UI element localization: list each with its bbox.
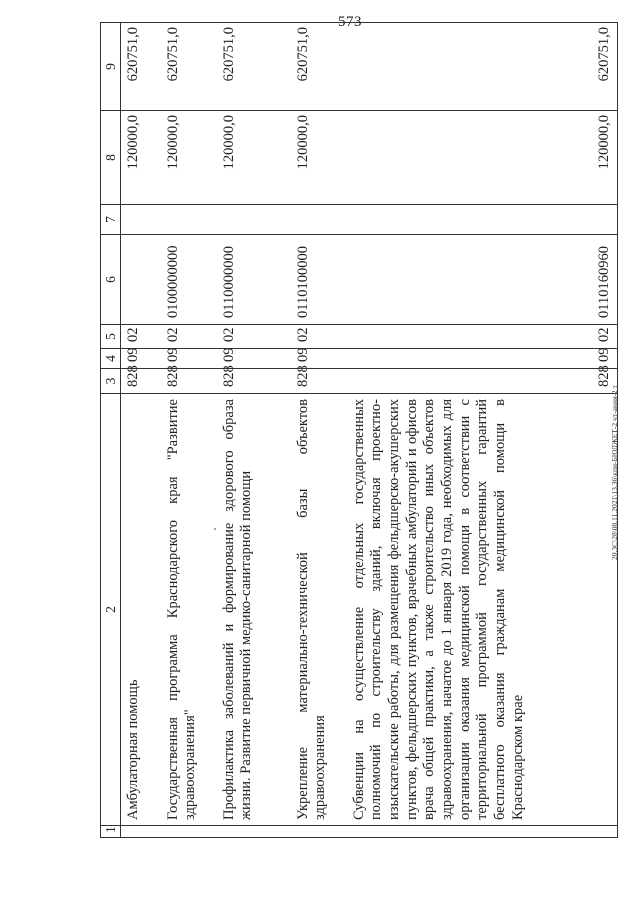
- cell-c5: 02: [291, 325, 347, 349]
- header-cell: 6: [101, 235, 121, 325]
- page-number: 573: [338, 14, 362, 30]
- cell-c3: 828: [291, 369, 347, 394]
- cell-c4: 09: [161, 349, 217, 369]
- footer-code: 20.3С\28\08.11.2021\13.36\кпи-БЮДЖЕТ-2 чт-ания-2 т: [610, 385, 619, 560]
- row-name: Государственная программа Краснодарского края "Развитие здравоохранения": [161, 394, 217, 826]
- header-cell: 9: [101, 23, 121, 111]
- cell-c7: [291, 205, 347, 235]
- budget-table: [100, 22, 618, 838]
- cell-c8: 120000,0: [121, 111, 161, 205]
- row-name: Амбулаторная помощь: [121, 394, 161, 826]
- cell-c4: 09: [347, 349, 618, 369]
- cell-c8: 120000,0: [217, 111, 291, 205]
- header-cell: 1: [101, 826, 121, 838]
- cell-c9: 620751,0: [347, 23, 618, 111]
- cell-c5: 02: [347, 325, 618, 349]
- cell-c7: [217, 205, 291, 235]
- header-cell: 7: [101, 205, 121, 235]
- row-name: Субвенции на осуществление отдельных государственных полномочий по строительству зданий, включая проектно-изыскательские работы, для размещения фельдшерско-акушерских пунктов, фельдшерских пунктов, врачебных амбулаторий и офисов врача общей практики, а также строительство иных объектов здравоохранения, начатое до 1 января 2019 года, необходимых для организации оказания медицинской помощи в соответствии с территориальной программой государственных гарантий бесплатного оказания гражданам медицинской помощи в Краснодарском крае: [347, 394, 618, 826]
- cell-c9: 620751,0: [291, 23, 347, 111]
- cell-c7: [121, 205, 161, 235]
- cell-c4: 09: [217, 349, 291, 369]
- cell-c9: 620751,0: [161, 23, 217, 111]
- cell-c8: 120000,0: [347, 111, 618, 205]
- cell-c8: 120000,0: [161, 111, 217, 205]
- cell-c9: 620751,0: [217, 23, 291, 111]
- row-number-cell: [121, 826, 161, 838]
- cell-c6: 0110000000: [217, 235, 291, 325]
- budget-table-rotated: [100, 27, 618, 838]
- header-cell: 2: [101, 394, 121, 826]
- cell-c7: [161, 205, 217, 235]
- table-row: [217, 23, 291, 838]
- cell-c7: [347, 205, 618, 235]
- cell-c6: 0110160960: [347, 235, 618, 325]
- row-name: Укрепление материально-технической базы объектов здравоохранения: [291, 394, 347, 826]
- table-row: [121, 23, 161, 838]
- cell-c3: 828: [347, 369, 618, 394]
- row-number-cell: [161, 826, 217, 838]
- cell-c3: 828: [217, 369, 291, 394]
- row-number-cell: [347, 826, 618, 838]
- row-number-cell: [291, 826, 347, 838]
- cell-c8: 120000,0: [291, 111, 347, 205]
- cell-c3: 828: [121, 369, 161, 394]
- cell-c9: 620751,0: [121, 23, 161, 111]
- cell-c6: 0100000000: [161, 235, 217, 325]
- cell-c6: 0110100000: [291, 235, 347, 325]
- header-cell: 3: [101, 369, 121, 394]
- scan-dot: [214, 528, 216, 530]
- table-row: [161, 23, 217, 838]
- header-cell: 4: [101, 349, 121, 369]
- cell-c3: 828: [161, 369, 217, 394]
- cell-c5: 02: [121, 325, 161, 349]
- cell-c4: 09: [291, 349, 347, 369]
- table-row: [291, 23, 347, 838]
- cell-c5: 02: [217, 325, 291, 349]
- row-number-cell: [217, 826, 291, 838]
- cell-c6: [121, 235, 161, 325]
- table-row: [347, 23, 618, 838]
- cell-c5: 02: [161, 325, 217, 349]
- header-cell: 8: [101, 111, 121, 205]
- header-cell: 5: [101, 325, 121, 349]
- cell-c4: 09: [121, 349, 161, 369]
- header-row: [101, 23, 121, 838]
- row-name: Профилактика заболеваний и формирование здорового образа жизни. Развитие первичной медико-санитарной помощи: [217, 394, 291, 826]
